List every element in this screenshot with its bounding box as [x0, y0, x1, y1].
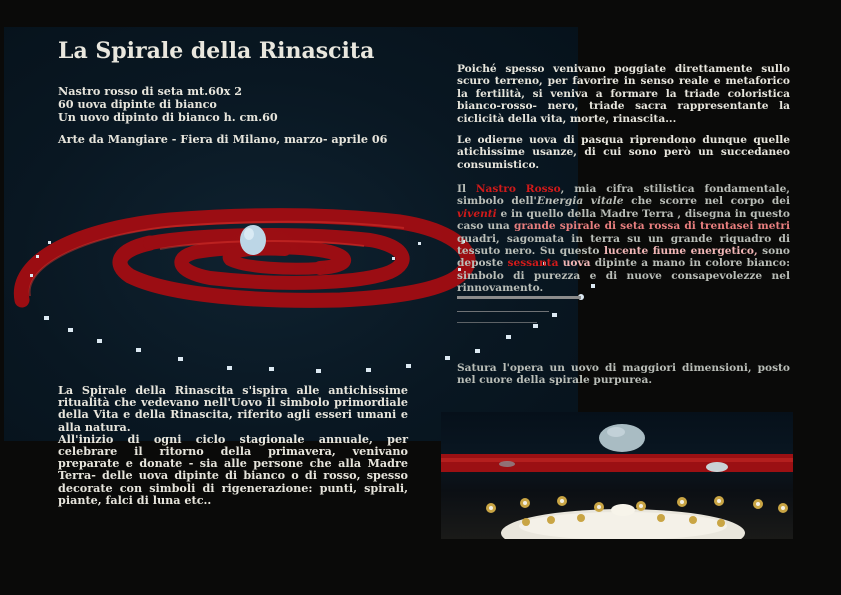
left-paragraphs	[58, 384, 408, 506]
highlight-spirale: grande spirale di seta rossa di trentasei metri	[513, 220, 790, 233]
reflection-lines	[457, 296, 581, 323]
large-egg-detail	[599, 424, 645, 452]
right-paragraph-4: Satura l'opera un uovo di maggiori dimensioni, posto nel cuore della spirale purpurea.	[457, 362, 790, 387]
spiral-middle-band	[150, 235, 403, 283]
right-paragraph-2: Le odierne uova di pasqua riprendono dunque quelle atichissime usanze, di cui sono però un succedaneo consumistico.	[457, 134, 790, 171]
highlight-energia: Energia vitale	[536, 195, 624, 208]
spec-line: Un uovo dipinto di bianco h. cm.60	[58, 110, 278, 124]
large-white-egg	[240, 225, 266, 255]
left-paragraph-2: All'inizio di ogni ciclo stagionale annuale, per celebrare il ritorno della primavera, venivano preparate e donate - sia alle persone che alla Madre Terra- delle uova dipinte di bianco o di rosso, spesso decorate con simboli di rigenerazione: punti, spirali, piante, falci di luna etc..	[58, 431, 408, 507]
spec-line: Nastro rosso di seta mt.60x 2	[58, 84, 243, 98]
left-paragraph-1: La Spirale della Rinascita s'ispira alle antichissime ritualità che vedevano nell'Uovo il simbolo primordiale della Vita e della Rinascita, riferito agli esseri umani e alla natura.	[58, 383, 408, 434]
detail-photo-artwork	[441, 412, 793, 539]
detail-photo	[441, 412, 793, 539]
artwork-specs	[58, 85, 278, 124]
right-paragraph-3: Il Nastro Rosso, mia cifra stilistica fondamentale, simbolo dell'Energia vitale che scorre nel corpo dei viventi e in quello della Madre Terra , disegna in questo caso una grande spirale di seta rossa di trentasei metri quadri, sagomata in terra su un grande riquadro di tessuto nero. Su questo lucente fiume energetico, sono deposte sessanta uova dipinte a mano in colore bianco: simbolo di purezza e di nuove consapevolezze nel rinnovamento.	[457, 183, 790, 295]
event-line: Arte da Mangiare - Fiera di Milano, marzo- aprile 06	[58, 132, 388, 146]
highlight-sessanta: sessanta	[507, 257, 559, 270]
highlight-nastro: Nastro Rosso	[475, 183, 561, 195]
spec-line: 60 uova dipinte di bianco	[58, 97, 217, 111]
page-title: La Spirale della Rinascita	[58, 38, 375, 64]
highlight-viventi: viventi	[457, 207, 497, 220]
highlight-fiume: lucente fiume energetico,	[604, 245, 758, 258]
right-paragraph-1: Poiché spesso venivano poggiate direttamente sullo scuro terreno, per favorire in senso reale e metaforico la fertilità, si veniva a formare la triade coloristica bianco-rosso- nero, triade sacra rappresentante la ciclicità della vita, morte, rinascita...	[457, 63, 790, 125]
